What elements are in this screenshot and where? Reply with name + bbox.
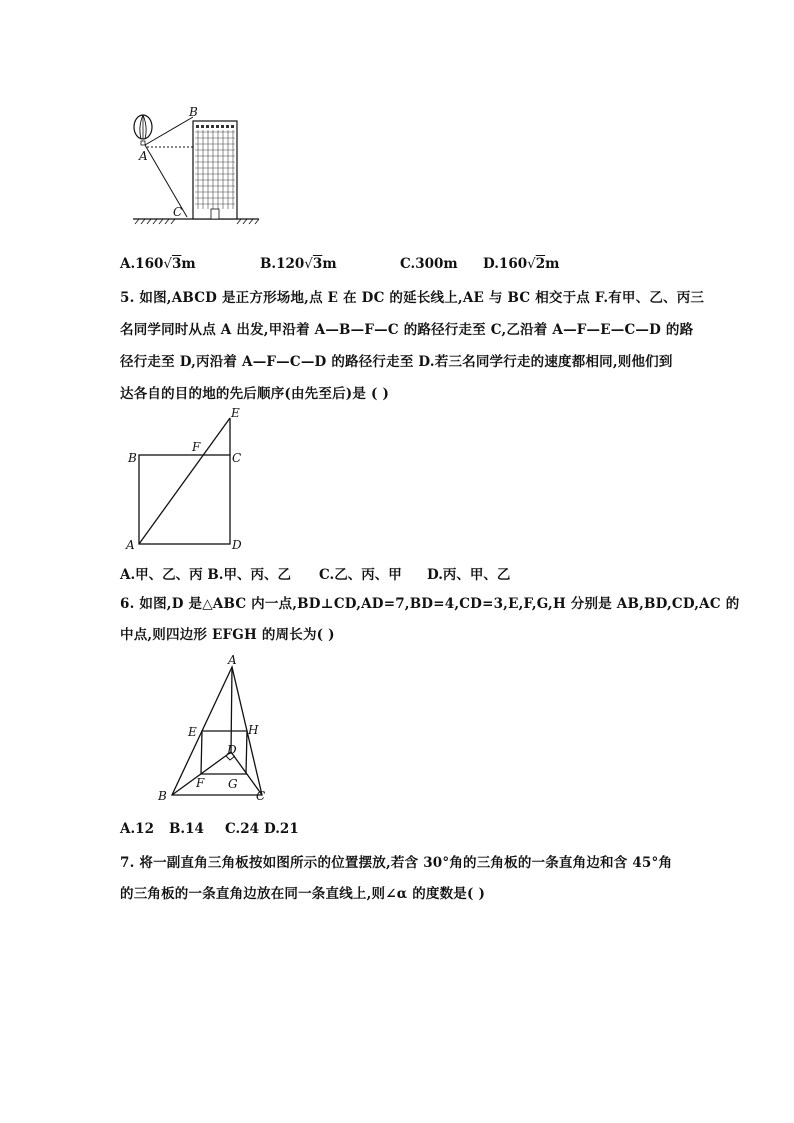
q4-option-c[interactable]: C.300m: [400, 256, 458, 272]
q5-text-line-3: 径行走至 D,丙沿着 A—F—C—D 的路径行走至 D.若三名同学行走的速度都相同,则他们到: [120, 354, 673, 370]
q5-text-line-4: 达各自的目的地的先后顺序(由先至后)是 ( ): [120, 386, 390, 402]
q6-label-F: F: [196, 776, 205, 790]
q6-text-line-2: 中点,则四边形 EFGH 的周长为( ): [120, 627, 335, 643]
q7-text-line-1: 7. 将一副直角三角板按如图所示的位置摆放,若含 30°角的三角板的一条直角边和含 45°角: [120, 855, 673, 871]
q6-option-a[interactable]: A.12: [120, 821, 154, 837]
q6-option-d[interactable]: D.21: [264, 821, 299, 837]
q6-label-A: A: [228, 653, 237, 667]
q5-text-line-2: 名同学同时从点 A 出发,甲沿着 A—B—F—C 的路径行走至 C,乙沿着 A—F—E—C—D 的路: [120, 322, 694, 338]
q5-label-C: C: [232, 451, 242, 465]
q4-label-C: C: [173, 205, 183, 219]
q5-label-B: B: [128, 451, 137, 465]
q5-option-c[interactable]: C.乙、丙、甲: [319, 567, 402, 583]
q7-text-line-2: 的三角板的一条直角边放在同一条直线上,则∠α 的度数是( ): [120, 886, 486, 902]
q4-label-B: B: [189, 105, 198, 119]
q5-label-D: D: [232, 538, 242, 552]
square-abcd-figure: [120, 405, 255, 553]
q5-option-ab[interactable]: A.甲、乙、丙 B.甲、丙、乙: [120, 567, 291, 583]
q4-option-a[interactable]: A.160√3m: [120, 256, 196, 272]
q6-label-C: C: [256, 789, 266, 803]
q4-label-A: A: [139, 149, 148, 163]
q5-label-E: E: [231, 406, 240, 420]
q5-label-A: A: [126, 538, 135, 552]
q5-text-line-1: 5. 如图,ABCD 是正方形场地,点 E 在 DC 的延长线上,AE 与 BC 相交于点 F.有甲、乙、丙三: [120, 290, 705, 306]
triangle-abc-figure: [150, 650, 280, 805]
q6-label-H: H: [248, 723, 259, 737]
q6-label-D: D: [227, 743, 237, 757]
q5-label-F: F: [192, 440, 201, 454]
q4-option-b[interactable]: B.120√3m: [260, 256, 337, 272]
q6-label-B: B: [158, 789, 167, 803]
q6-text-line-1: 6. 如图,D 是△ABC 内一点,BD⊥CD,AD=7,BD=4,CD=3,E,F,G,H 分别是 AB,BD,CD,AC 的: [120, 596, 740, 612]
q6-option-b[interactable]: B.14: [169, 821, 204, 837]
q4-option-d[interactable]: D.160√2m: [483, 256, 560, 272]
q6-option-c[interactable]: C.24: [225, 821, 259, 837]
balloon-building-figure: [125, 105, 265, 225]
q6-label-E: E: [188, 725, 197, 739]
q6-label-G: G: [228, 777, 238, 791]
q5-option-d[interactable]: D.丙、甲、乙: [427, 567, 511, 583]
